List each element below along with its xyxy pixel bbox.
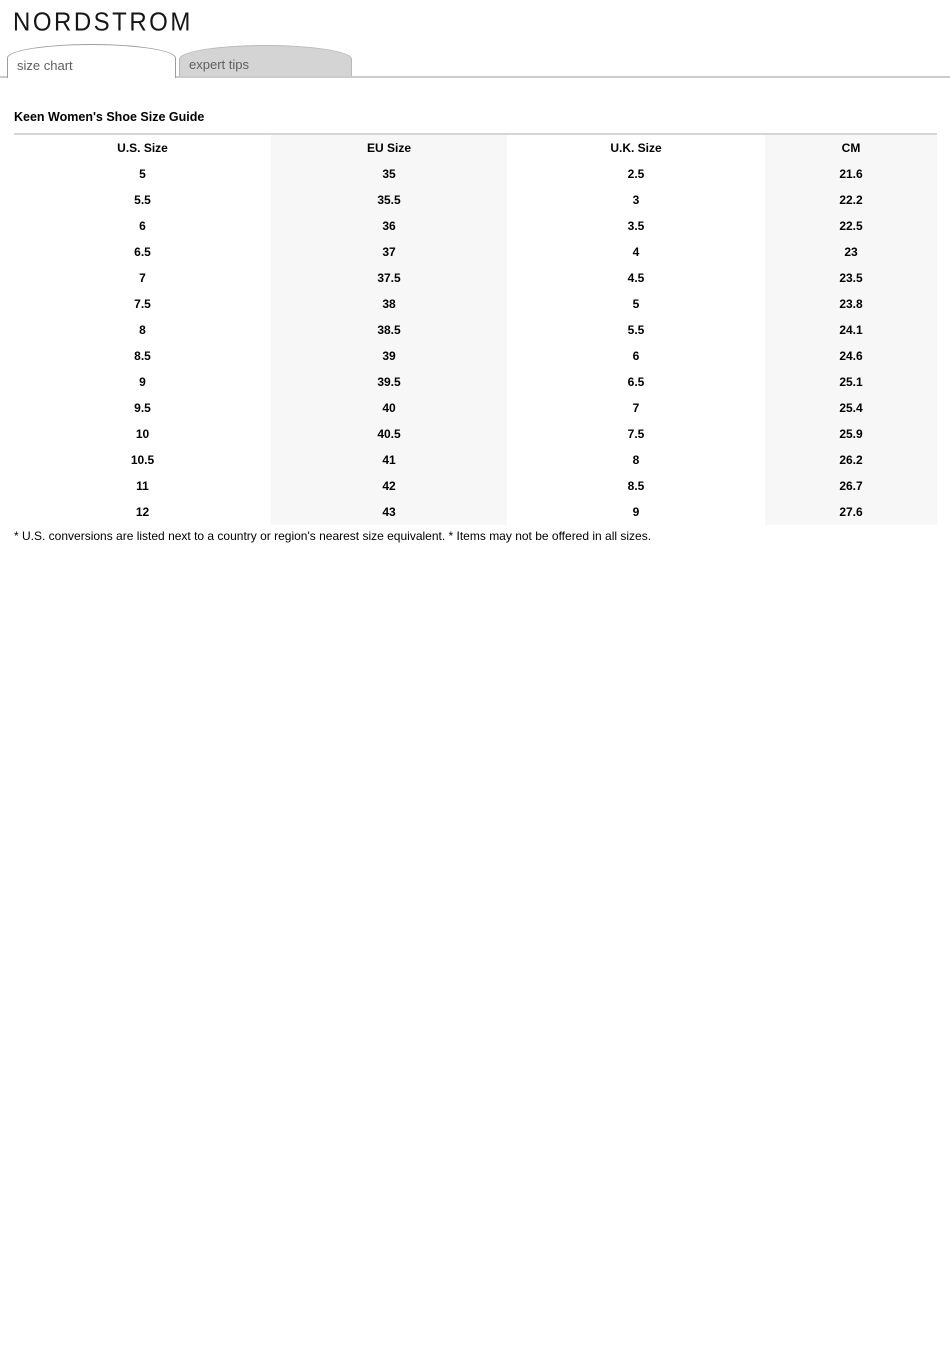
size-cell: 23 — [765, 239, 937, 265]
page-title: Keen Women's Shoe Size Guide — [14, 110, 205, 124]
size-cell: 24.1 — [765, 317, 937, 343]
size-cell: 36 — [271, 213, 507, 239]
tab-strip — [0, 44, 950, 78]
size-cell: 10 — [135, 427, 150, 441]
size-cell: 5 — [632, 297, 640, 311]
table-row — [14, 161, 937, 187]
size-cell: 7.5 — [134, 297, 151, 311]
table-row — [14, 395, 937, 421]
tab-size-chart[interactable] — [7, 44, 176, 78]
size-cell: 11 — [136, 479, 149, 493]
size-cell: 25.9 — [765, 421, 937, 447]
nordstrom-logo: NORDSTROM — [13, 8, 193, 38]
size-cell: 26.7 — [765, 473, 937, 499]
column-header-eu-size: EU Size — [271, 134, 507, 161]
size-cell: 6 — [632, 349, 640, 363]
size-cell: 37.5 — [271, 265, 507, 291]
size-cell: 5.5 — [627, 323, 645, 337]
size-cell: 35 — [271, 161, 507, 187]
size-cell: 10.5 — [130, 453, 155, 467]
tab-expert-tips[interactable] — [179, 45, 352, 76]
size-cell: 37 — [271, 239, 507, 265]
table-row — [14, 343, 937, 369]
size-chart-table — [14, 133, 937, 525]
size-cell: 41 — [271, 447, 507, 473]
size-cell: 40.5 — [271, 421, 507, 447]
table-row — [14, 265, 937, 291]
table-header-row — [14, 134, 937, 161]
footnote: * U.S. conversions are listed next to a country or region's nearest size equivalent. * Items may not be offered in all sizes. — [14, 529, 652, 543]
size-cell: 2.5 — [627, 167, 645, 181]
table-row — [14, 291, 937, 317]
size-cell: 8 — [632, 453, 640, 467]
size-cell: 23.5 — [765, 265, 937, 291]
size-cell: 23.8 — [765, 291, 937, 317]
size-cell: 12 — [135, 505, 150, 519]
table-row — [14, 499, 937, 525]
size-table-body — [14, 161, 937, 525]
column-header-uk-size: U.K. Size — [610, 141, 662, 155]
table-row — [14, 239, 937, 265]
size-cell: 7.5 — [627, 427, 645, 441]
size-cell: 24.6 — [765, 343, 937, 369]
table-row — [14, 317, 937, 343]
size-cell: 40 — [271, 395, 507, 421]
column-header-us-size: U.S. Size — [117, 141, 168, 155]
size-cell: 8 — [139, 323, 146, 337]
size-cell: 5 — [139, 167, 146, 181]
size-cell: 6.5 — [134, 245, 151, 259]
table-row — [14, 473, 937, 499]
size-cell: 8.5 — [627, 479, 645, 493]
size-cell: 7 — [139, 271, 146, 285]
size-cell: 4.5 — [627, 271, 645, 285]
size-cell: 39.5 — [271, 369, 507, 395]
size-cell: 25.1 — [765, 369, 937, 395]
size-cell: 26.2 — [765, 447, 937, 473]
size-cell: 22.2 — [765, 187, 937, 213]
tab-size-chart-label: size chart — [17, 57, 73, 73]
size-cell: 39 — [271, 343, 507, 369]
size-cell: 25.4 — [765, 395, 937, 421]
size-cell: 6 — [139, 219, 146, 233]
size-cell: 9 — [139, 375, 146, 389]
table-row — [14, 447, 937, 473]
size-cell: 22.5 — [765, 213, 937, 239]
table-row — [14, 187, 937, 213]
size-cell: 7 — [632, 401, 640, 415]
tab-expert-tips-label: expert tips — [189, 57, 249, 72]
size-cell: 27.6 — [765, 499, 937, 525]
size-cell: 3 — [632, 193, 640, 207]
size-cell: 8.5 — [134, 349, 151, 363]
table-row — [14, 213, 937, 239]
size-cell: 3.5 — [627, 219, 645, 233]
size-cell: 5.5 — [134, 193, 151, 207]
size-cell: 38.5 — [271, 317, 507, 343]
size-cell: 21.6 — [765, 161, 937, 187]
table-row — [14, 369, 937, 395]
size-cell: 38 — [271, 291, 507, 317]
column-header-cm: CM — [765, 134, 937, 161]
size-cell: 9.5 — [134, 401, 151, 415]
size-cell: 42 — [271, 473, 507, 499]
size-cell: 4 — [632, 245, 640, 259]
size-cell: 43 — [271, 499, 507, 525]
table-row — [14, 421, 937, 447]
size-cell: 6.5 — [627, 375, 645, 389]
size-cell: 35.5 — [271, 187, 507, 213]
size-cell: 9 — [632, 505, 640, 519]
